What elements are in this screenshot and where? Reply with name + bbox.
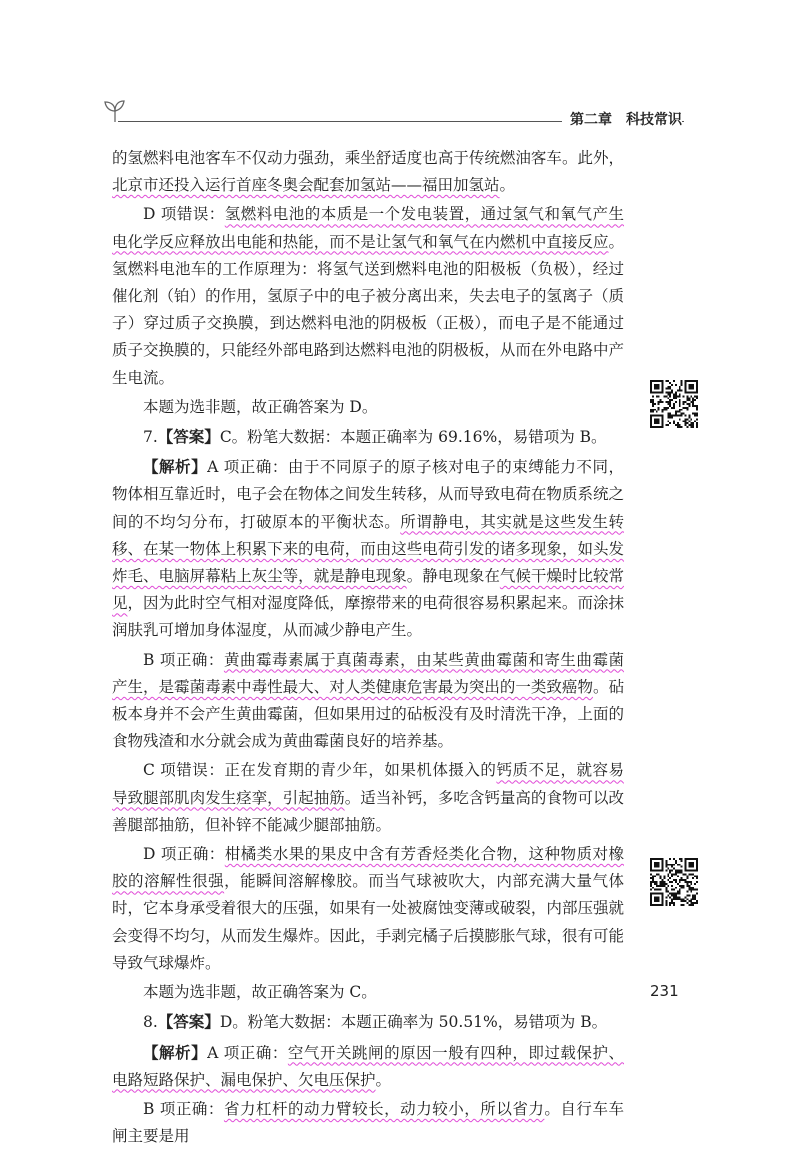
question-number: 8. xyxy=(143,1013,158,1032)
text-span: D 项正确： xyxy=(143,845,225,864)
underlined-span: 黄曲霉毒素属于真菌毒素，由某些黄曲霉菌和寄生曲霉菌产生，是霉菌毒素中毒性最大、对人类健康危害最为突出的一类致癌物 xyxy=(112,650,624,696)
paragraph xyxy=(112,1039,624,1094)
qr-code-icon[interactable] xyxy=(650,380,698,428)
paragraph xyxy=(112,201,624,391)
text-span: 。 xyxy=(375,1070,392,1089)
text-span: 。适当补钙，多吃含钙量高的食物可以改善腿部抽筋，但补锌不能减少腿部抽筋。 xyxy=(112,788,624,834)
underlined-span: 省力杠杆的动力臂较长，动力较小，所以省力 xyxy=(223,1099,545,1118)
answer-text: D。粉笔大数据：本题正确率为 50.51%，易错项为 B。 xyxy=(219,1013,608,1032)
text-span: A 项正确：由于不同原子的原子核对电子的束缚能力不同，物体相互靠近时，电子会在物体之间发生转移，从而导致电荷在物质系统之间的不均匀分布，打破原本的平衡状态。 xyxy=(112,458,624,531)
paragraph: 本题为选非题，故正确答案为 C。 xyxy=(143,983,377,1002)
paragraph xyxy=(112,145,624,199)
page-content xyxy=(112,145,624,1152)
answer-label: 【答案】 xyxy=(157,427,220,447)
text-span: 。氢燃料电池车的工作原理为：将氢气送到燃料电池的阳极板（负极），经过催化剂（铂）的作用，氢原子中的电子被分离出来，失去电子的氢离子（质子）穿过质子交换膜，到达燃料电池的阴极板（正极），而电子是不能通过质子交换膜的，只能经外部电路到达燃料电池的阴极板，从而在外电路中产生电流。 xyxy=(112,232,624,387)
text-span: 。自行车车闸主要是用 xyxy=(112,1099,624,1146)
text-span: A 项正确： xyxy=(207,1043,288,1062)
underlined-span: 柑橘类水果的果皮中含有芳香烃类化合物，这种物质对橡胶的溶解性很强 xyxy=(112,845,624,891)
text-span: 。 xyxy=(499,176,516,195)
paragraph xyxy=(112,1096,624,1150)
analysis-label: 【解析】 xyxy=(143,1042,208,1062)
paragraph xyxy=(112,453,624,644)
underlined-span: 气候干燥时比较常见 xyxy=(112,567,624,613)
text-span: ，能瞬间溶解橡胶。而当气球被吹大，内部充满大量气体时，它本身承受着很大的压强，如果有一处被腐蚀变薄或破裂，内部压强就会变得不均匀，从而发生爆炸。因此，手剥完橘子后摸膨胀气球，很有可能导致气球爆炸。 xyxy=(112,872,624,972)
underlined-span: 钙质不足，就容易导致腿部肌肉发生痉挛，引起抽筋 xyxy=(112,761,624,807)
text-span: B 项正确： xyxy=(143,1099,224,1118)
chapter-header: 第二章 科技常识 xyxy=(562,110,682,130)
paragraph xyxy=(112,757,624,839)
qr-code-icon[interactable] xyxy=(650,858,698,906)
text-span: ，因为此时空气相对湿度降低，摩擦带来的电荷很容易积累起来。而涂抹润肤乳可增加身体湿度，从而减少静电产生。 xyxy=(112,594,624,640)
underlined-span: 氢燃料电池的本质是一个发电装置，通过氢气和氧气产生电化学反应释放出电能和热能，而不是让氢气和氧气在内燃机中直接反应 xyxy=(112,205,624,251)
answer-line xyxy=(112,1008,624,1036)
text-span: 。砧板本身并不会产生黄曲霉菌，但如果用过的砧板没有及时清洗干净，上面的食物残渣和水分就会成为黄曲霉菌良好的培养基。 xyxy=(112,677,624,751)
underlined-span: 北京市还投入运行首座冬奥会配套加氢站——福田加氢站 xyxy=(112,176,500,195)
answer-line xyxy=(112,423,624,451)
text-span: B 项正确： xyxy=(143,650,224,669)
underlined-span: 空气开关跳闸的原因一般有四种，即过载保护、电路短路保护、漏电保护、欠电压保护 xyxy=(112,1043,624,1089)
text-span: C 项错误：正在发育期的青少年，如果机体摄入的 xyxy=(143,761,497,780)
analysis-label: 【解析】 xyxy=(143,457,208,477)
text-span: 。静电现象在 xyxy=(406,567,500,586)
paragraph xyxy=(112,841,624,977)
text-span: 的氢燃料电池客车不仅动力强劲，乘坐舒适度也高于传统燃油客车。此外， xyxy=(112,149,624,167)
underlined-span: 所谓静电，其实就是这些发生转移、在某一物体上积累下来的电荷，而由这些电荷引发的诸多现象，如头发炸毛、电脑屏幕粘上灰尘等，就是静电现象 xyxy=(112,512,624,586)
paragraph xyxy=(112,647,624,756)
paragraph: 本题为选非题，故正确答案为 D。 xyxy=(143,397,378,416)
question-number: 7. xyxy=(143,428,158,447)
page-number: 231 xyxy=(650,982,679,1000)
answer-label: 【答案】 xyxy=(157,1012,220,1032)
answer-text: C。粉笔大数据：本题正确率为 69.16%，易错项为 B。 xyxy=(219,428,607,447)
text-span: D 项错误： xyxy=(143,205,225,224)
